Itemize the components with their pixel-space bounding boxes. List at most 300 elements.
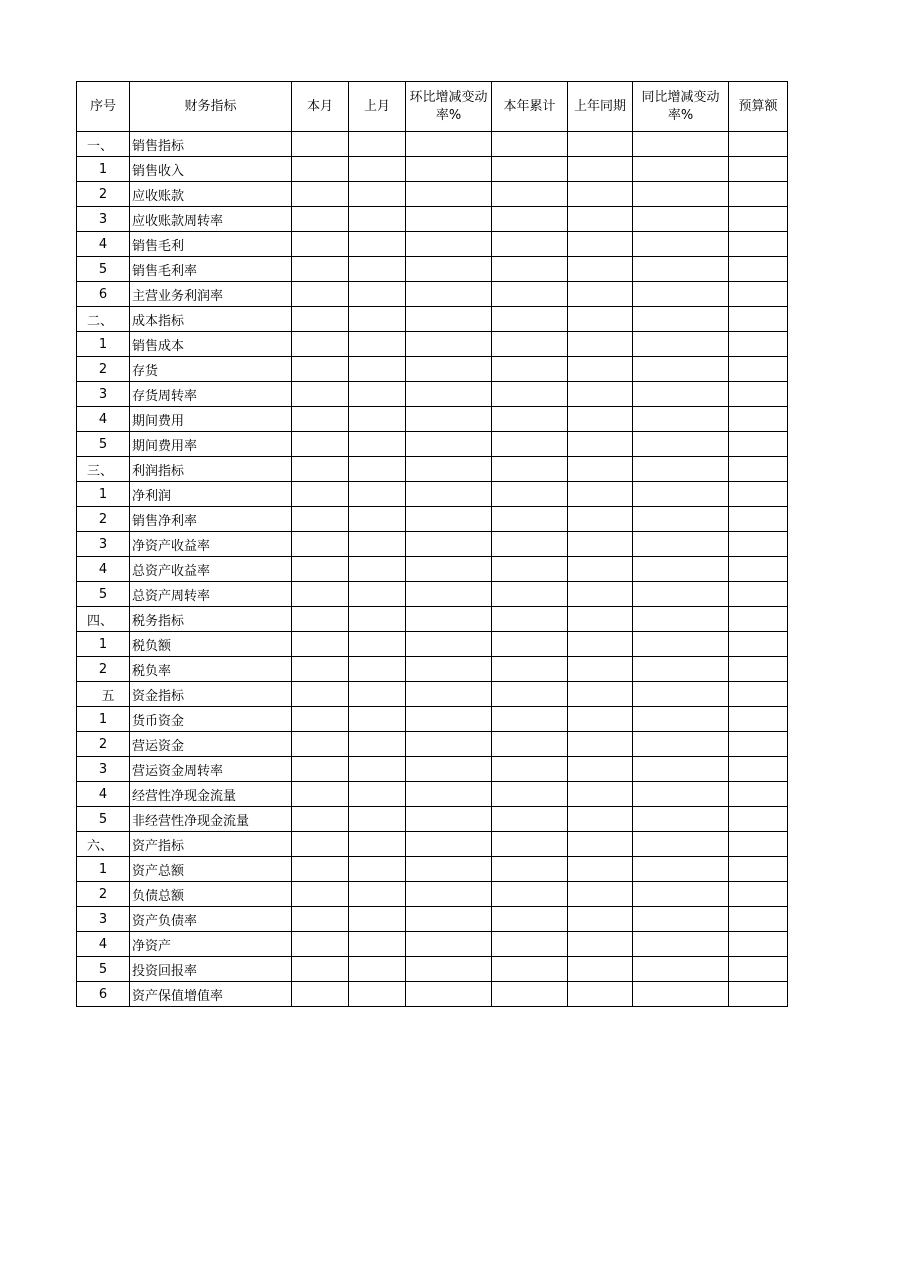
value-cell[interactable] — [406, 157, 492, 182]
value-cell[interactable] — [292, 157, 349, 182]
value-cell[interactable] — [349, 332, 406, 357]
value-cell[interactable] — [492, 982, 568, 1007]
header-cell[interactable]: 环比增减变动率% — [406, 82, 492, 132]
indicator-name-cell[interactable]: 税务指标 — [130, 607, 292, 632]
indicator-name-cell[interactable]: 销售毛利 — [130, 232, 292, 257]
value-cell[interactable] — [292, 732, 349, 757]
value-cell[interactable] — [729, 332, 788, 357]
value-cell[interactable] — [349, 132, 406, 157]
value-cell[interactable] — [349, 382, 406, 407]
value-cell[interactable] — [633, 132, 729, 157]
seq-cell[interactable]: 3 — [77, 382, 130, 407]
seq-cell[interactable]: 四、 — [77, 607, 130, 632]
seq-cell[interactable]: 6 — [77, 982, 130, 1007]
value-cell[interactable] — [729, 832, 788, 857]
value-cell[interactable] — [349, 757, 406, 782]
seq-cell[interactable]: 4 — [77, 932, 130, 957]
value-cell[interactable] — [492, 707, 568, 732]
seq-cell[interactable]: 5 — [77, 957, 130, 982]
value-cell[interactable] — [729, 457, 788, 482]
value-cell[interactable] — [406, 207, 492, 232]
header-cell[interactable]: 财务指标 — [130, 82, 292, 132]
value-cell[interactable] — [633, 957, 729, 982]
value-cell[interactable] — [492, 432, 568, 457]
value-cell[interactable] — [406, 407, 492, 432]
indicator-name-cell[interactable]: 资产负债率 — [130, 907, 292, 932]
value-cell[interactable] — [729, 307, 788, 332]
value-cell[interactable] — [292, 682, 349, 707]
value-cell[interactable] — [633, 857, 729, 882]
indicator-name-cell[interactable]: 税负额 — [130, 632, 292, 657]
value-cell[interactable] — [729, 507, 788, 532]
value-cell[interactable] — [568, 432, 633, 457]
value-cell[interactable] — [568, 532, 633, 557]
seq-cell[interactable]: 2 — [77, 657, 130, 682]
value-cell[interactable] — [292, 632, 349, 657]
value-cell[interactable] — [349, 182, 406, 207]
value-cell[interactable] — [492, 332, 568, 357]
value-cell[interactable] — [729, 807, 788, 832]
value-cell[interactable] — [729, 857, 788, 882]
value-cell[interactable] — [406, 707, 492, 732]
value-cell[interactable] — [633, 707, 729, 732]
value-cell[interactable] — [729, 582, 788, 607]
value-cell[interactable] — [406, 307, 492, 332]
value-cell[interactable] — [568, 757, 633, 782]
value-cell[interactable] — [292, 857, 349, 882]
seq-cell[interactable]: 1 — [77, 332, 130, 357]
value-cell[interactable] — [633, 432, 729, 457]
value-cell[interactable] — [729, 632, 788, 657]
value-cell[interactable] — [568, 907, 633, 932]
value-cell[interactable] — [349, 682, 406, 707]
value-cell[interactable] — [568, 357, 633, 382]
indicator-name-cell[interactable]: 净资产 — [130, 932, 292, 957]
value-cell[interactable] — [568, 632, 633, 657]
indicator-name-cell[interactable]: 销售净利率 — [130, 507, 292, 532]
value-cell[interactable] — [349, 457, 406, 482]
value-cell[interactable] — [492, 932, 568, 957]
value-cell[interactable] — [492, 157, 568, 182]
value-cell[interactable] — [568, 307, 633, 332]
value-cell[interactable] — [406, 732, 492, 757]
value-cell[interactable] — [492, 607, 568, 632]
value-cell[interactable] — [633, 182, 729, 207]
value-cell[interactable] — [406, 757, 492, 782]
indicator-name-cell[interactable]: 主营业务利润率 — [130, 282, 292, 307]
value-cell[interactable] — [349, 832, 406, 857]
value-cell[interactable] — [492, 382, 568, 407]
value-cell[interactable] — [406, 682, 492, 707]
value-cell[interactable] — [349, 232, 406, 257]
value-cell[interactable] — [729, 532, 788, 557]
value-cell[interactable] — [633, 557, 729, 582]
value-cell[interactable] — [633, 257, 729, 282]
value-cell[interactable] — [633, 907, 729, 932]
seq-cell[interactable]: 1 — [77, 632, 130, 657]
value-cell[interactable] — [492, 957, 568, 982]
value-cell[interactable] — [729, 607, 788, 632]
value-cell[interactable] — [729, 282, 788, 307]
value-cell[interactable] — [633, 682, 729, 707]
seq-cell[interactable]: 5 — [77, 807, 130, 832]
seq-cell[interactable]: 3 — [77, 532, 130, 557]
value-cell[interactable] — [568, 832, 633, 857]
value-cell[interactable] — [633, 457, 729, 482]
value-cell[interactable] — [349, 582, 406, 607]
value-cell[interactable] — [729, 382, 788, 407]
seq-cell[interactable]: 1 — [77, 857, 130, 882]
value-cell[interactable] — [492, 832, 568, 857]
indicator-name-cell[interactable]: 资金指标 — [130, 682, 292, 707]
value-cell[interactable] — [633, 657, 729, 682]
value-cell[interactable] — [633, 532, 729, 557]
value-cell[interactable] — [292, 907, 349, 932]
value-cell[interactable] — [568, 857, 633, 882]
value-cell[interactable] — [492, 657, 568, 682]
value-cell[interactable] — [729, 932, 788, 957]
value-cell[interactable] — [568, 957, 633, 982]
value-cell[interactable] — [729, 707, 788, 732]
value-cell[interactable] — [492, 807, 568, 832]
value-cell[interactable] — [568, 482, 633, 507]
value-cell[interactable] — [292, 207, 349, 232]
value-cell[interactable] — [349, 357, 406, 382]
seq-cell[interactable]: 2 — [77, 357, 130, 382]
value-cell[interactable] — [349, 557, 406, 582]
value-cell[interactable] — [349, 207, 406, 232]
value-cell[interactable] — [492, 282, 568, 307]
value-cell[interactable] — [349, 407, 406, 432]
seq-cell[interactable]: 2 — [77, 507, 130, 532]
value-cell[interactable] — [349, 607, 406, 632]
value-cell[interactable] — [406, 782, 492, 807]
seq-cell[interactable]: 5 — [77, 582, 130, 607]
value-cell[interactable] — [633, 207, 729, 232]
value-cell[interactable] — [729, 432, 788, 457]
value-cell[interactable] — [292, 257, 349, 282]
value-cell[interactable] — [492, 782, 568, 807]
value-cell[interactable] — [492, 357, 568, 382]
value-cell[interactable] — [568, 607, 633, 632]
value-cell[interactable] — [406, 832, 492, 857]
value-cell[interactable] — [492, 757, 568, 782]
value-cell[interactable] — [492, 482, 568, 507]
value-cell[interactable] — [406, 282, 492, 307]
value-cell[interactable] — [568, 657, 633, 682]
value-cell[interactable] — [292, 557, 349, 582]
value-cell[interactable] — [492, 182, 568, 207]
value-cell[interactable] — [729, 257, 788, 282]
value-cell[interactable] — [349, 732, 406, 757]
value-cell[interactable] — [406, 357, 492, 382]
header-cell[interactable]: 上月 — [349, 82, 406, 132]
indicator-name-cell[interactable]: 资产指标 — [130, 832, 292, 857]
value-cell[interactable] — [568, 807, 633, 832]
value-cell[interactable] — [292, 982, 349, 1007]
indicator-name-cell[interactable]: 经营性净现金流量 — [130, 782, 292, 807]
value-cell[interactable] — [568, 707, 633, 732]
value-cell[interactable] — [349, 707, 406, 732]
indicator-name-cell[interactable]: 投资回报率 — [130, 957, 292, 982]
value-cell[interactable] — [633, 357, 729, 382]
value-cell[interactable] — [568, 382, 633, 407]
seq-cell[interactable]: 4 — [77, 407, 130, 432]
value-cell[interactable] — [633, 232, 729, 257]
value-cell[interactable] — [292, 382, 349, 407]
value-cell[interactable] — [406, 582, 492, 607]
value-cell[interactable] — [568, 332, 633, 357]
value-cell[interactable] — [406, 957, 492, 982]
value-cell[interactable] — [633, 782, 729, 807]
value-cell[interactable] — [568, 407, 633, 432]
value-cell[interactable] — [633, 932, 729, 957]
value-cell[interactable] — [349, 482, 406, 507]
value-cell[interactable] — [633, 732, 729, 757]
indicator-name-cell[interactable]: 货币资金 — [130, 707, 292, 732]
seq-cell[interactable]: 1 — [77, 157, 130, 182]
value-cell[interactable] — [406, 132, 492, 157]
value-cell[interactable] — [406, 482, 492, 507]
value-cell[interactable] — [568, 582, 633, 607]
seq-cell[interactable]: 5 — [77, 432, 130, 457]
value-cell[interactable] — [492, 532, 568, 557]
value-cell[interactable] — [406, 382, 492, 407]
indicator-name-cell[interactable]: 资产总额 — [130, 857, 292, 882]
value-cell[interactable] — [492, 632, 568, 657]
value-cell[interactable] — [292, 432, 349, 457]
indicator-name-cell[interactable]: 营运资金周转率 — [130, 757, 292, 782]
value-cell[interactable] — [568, 182, 633, 207]
seq-cell[interactable]: 3 — [77, 907, 130, 932]
seq-cell[interactable]: 五 — [77, 682, 130, 707]
value-cell[interactable] — [292, 782, 349, 807]
value-cell[interactable] — [349, 907, 406, 932]
seq-cell[interactable]: 4 — [77, 782, 130, 807]
value-cell[interactable] — [406, 532, 492, 557]
value-cell[interactable] — [292, 407, 349, 432]
value-cell[interactable] — [633, 407, 729, 432]
seq-cell[interactable]: 二、 — [77, 307, 130, 332]
value-cell[interactable] — [568, 232, 633, 257]
value-cell[interactable] — [568, 932, 633, 957]
value-cell[interactable] — [633, 332, 729, 357]
indicator-name-cell[interactable]: 销售成本 — [130, 332, 292, 357]
indicator-name-cell[interactable]: 存货 — [130, 357, 292, 382]
value-cell[interactable] — [292, 932, 349, 957]
seq-cell[interactable]: 1 — [77, 707, 130, 732]
value-cell[interactable] — [292, 757, 349, 782]
value-cell[interactable] — [633, 482, 729, 507]
value-cell[interactable] — [292, 882, 349, 907]
value-cell[interactable] — [729, 357, 788, 382]
value-cell[interactable] — [349, 807, 406, 832]
header-cell[interactable]: 序号 — [77, 82, 130, 132]
seq-cell[interactable]: 2 — [77, 732, 130, 757]
value-cell[interactable] — [492, 682, 568, 707]
value-cell[interactable] — [406, 657, 492, 682]
indicator-name-cell[interactable]: 利润指标 — [130, 457, 292, 482]
value-cell[interactable] — [729, 407, 788, 432]
value-cell[interactable] — [406, 182, 492, 207]
value-cell[interactable] — [349, 982, 406, 1007]
indicator-name-cell[interactable]: 销售指标 — [130, 132, 292, 157]
value-cell[interactable] — [349, 257, 406, 282]
indicator-name-cell[interactable]: 营运资金 — [130, 732, 292, 757]
value-cell[interactable] — [729, 207, 788, 232]
value-cell[interactable] — [292, 182, 349, 207]
seq-cell[interactable]: 4 — [77, 232, 130, 257]
indicator-name-cell[interactable]: 税负率 — [130, 657, 292, 682]
value-cell[interactable] — [568, 882, 633, 907]
seq-cell[interactable]: 4 — [77, 557, 130, 582]
value-cell[interactable] — [406, 857, 492, 882]
value-cell[interactable] — [292, 582, 349, 607]
value-cell[interactable] — [568, 207, 633, 232]
value-cell[interactable] — [568, 457, 633, 482]
value-cell[interactable] — [292, 607, 349, 632]
header-cell[interactable]: 预算额 — [729, 82, 788, 132]
seq-cell[interactable]: 6 — [77, 282, 130, 307]
seq-cell[interactable]: 2 — [77, 882, 130, 907]
value-cell[interactable] — [492, 857, 568, 882]
value-cell[interactable] — [349, 857, 406, 882]
value-cell[interactable] — [406, 232, 492, 257]
value-cell[interactable] — [568, 732, 633, 757]
seq-cell[interactable]: 2 — [77, 182, 130, 207]
value-cell[interactable] — [292, 957, 349, 982]
value-cell[interactable] — [568, 982, 633, 1007]
value-cell[interactable] — [349, 882, 406, 907]
value-cell[interactable] — [633, 757, 729, 782]
value-cell[interactable] — [406, 332, 492, 357]
value-cell[interactable] — [492, 732, 568, 757]
value-cell[interactable] — [292, 707, 349, 732]
value-cell[interactable] — [633, 282, 729, 307]
value-cell[interactable] — [492, 257, 568, 282]
header-cell[interactable]: 上年同期 — [568, 82, 633, 132]
seq-cell[interactable]: 三、 — [77, 457, 130, 482]
value-cell[interactable] — [292, 657, 349, 682]
value-cell[interactable] — [492, 407, 568, 432]
value-cell[interactable] — [492, 582, 568, 607]
value-cell[interactable] — [633, 382, 729, 407]
indicator-name-cell[interactable]: 负债总额 — [130, 882, 292, 907]
value-cell[interactable] — [292, 532, 349, 557]
value-cell[interactable] — [568, 507, 633, 532]
value-cell[interactable] — [568, 157, 633, 182]
seq-cell[interactable]: 3 — [77, 757, 130, 782]
value-cell[interactable] — [349, 507, 406, 532]
value-cell[interactable] — [349, 307, 406, 332]
value-cell[interactable] — [633, 807, 729, 832]
value-cell[interactable] — [633, 582, 729, 607]
value-cell[interactable] — [633, 882, 729, 907]
value-cell[interactable] — [292, 307, 349, 332]
indicator-name-cell[interactable]: 资产保值增值率 — [130, 982, 292, 1007]
value-cell[interactable] — [406, 557, 492, 582]
value-cell[interactable] — [406, 457, 492, 482]
indicator-name-cell[interactable]: 期间费用 — [130, 407, 292, 432]
value-cell[interactable] — [292, 132, 349, 157]
value-cell[interactable] — [729, 882, 788, 907]
seq-cell[interactable]: 3 — [77, 207, 130, 232]
value-cell[interactable] — [729, 782, 788, 807]
value-cell[interactable] — [568, 257, 633, 282]
value-cell[interactable] — [292, 457, 349, 482]
value-cell[interactable] — [406, 882, 492, 907]
value-cell[interactable] — [568, 282, 633, 307]
value-cell[interactable] — [349, 782, 406, 807]
value-cell[interactable] — [633, 632, 729, 657]
value-cell[interactable] — [492, 132, 568, 157]
value-cell[interactable] — [729, 907, 788, 932]
value-cell[interactable] — [492, 907, 568, 932]
indicator-name-cell[interactable]: 净利润 — [130, 482, 292, 507]
value-cell[interactable] — [292, 282, 349, 307]
value-cell[interactable] — [633, 832, 729, 857]
indicator-name-cell[interactable]: 总资产收益率 — [130, 557, 292, 582]
value-cell[interactable] — [349, 282, 406, 307]
value-cell[interactable] — [568, 782, 633, 807]
value-cell[interactable] — [406, 807, 492, 832]
indicator-name-cell[interactable]: 销售毛利率 — [130, 257, 292, 282]
value-cell[interactable] — [406, 907, 492, 932]
value-cell[interactable] — [729, 482, 788, 507]
indicator-name-cell[interactable]: 应收账款 — [130, 182, 292, 207]
value-cell[interactable] — [292, 232, 349, 257]
value-cell[interactable] — [406, 257, 492, 282]
value-cell[interactable] — [349, 157, 406, 182]
value-cell[interactable] — [568, 557, 633, 582]
value-cell[interactable] — [633, 307, 729, 332]
value-cell[interactable] — [729, 732, 788, 757]
value-cell[interactable] — [349, 957, 406, 982]
indicator-name-cell[interactable]: 应收账款周转率 — [130, 207, 292, 232]
indicator-name-cell[interactable]: 净资产收益率 — [130, 532, 292, 557]
value-cell[interactable] — [729, 232, 788, 257]
value-cell[interactable] — [492, 507, 568, 532]
seq-cell[interactable]: 5 — [77, 257, 130, 282]
value-cell[interactable] — [729, 957, 788, 982]
value-cell[interactable] — [633, 507, 729, 532]
value-cell[interactable] — [633, 607, 729, 632]
seq-cell[interactable]: 1 — [77, 482, 130, 507]
value-cell[interactable] — [292, 832, 349, 857]
indicator-name-cell[interactable]: 期间费用率 — [130, 432, 292, 457]
value-cell[interactable] — [729, 757, 788, 782]
value-cell[interactable] — [568, 132, 633, 157]
indicator-name-cell[interactable]: 存货周转率 — [130, 382, 292, 407]
value-cell[interactable] — [492, 207, 568, 232]
indicator-name-cell[interactable]: 非经营性净现金流量 — [130, 807, 292, 832]
value-cell[interactable] — [492, 557, 568, 582]
value-cell[interactable] — [492, 457, 568, 482]
seq-cell[interactable]: 六、 — [77, 832, 130, 857]
value-cell[interactable] — [292, 507, 349, 532]
value-cell[interactable] — [406, 632, 492, 657]
value-cell[interactable] — [349, 532, 406, 557]
value-cell[interactable] — [729, 182, 788, 207]
value-cell[interactable] — [729, 132, 788, 157]
value-cell[interactable] — [633, 157, 729, 182]
value-cell[interactable] — [568, 682, 633, 707]
value-cell[interactable] — [406, 432, 492, 457]
value-cell[interactable] — [729, 982, 788, 1007]
indicator-name-cell[interactable]: 总资产周转率 — [130, 582, 292, 607]
value-cell[interactable] — [729, 557, 788, 582]
header-cell[interactable]: 同比增减变动率% — [633, 82, 729, 132]
